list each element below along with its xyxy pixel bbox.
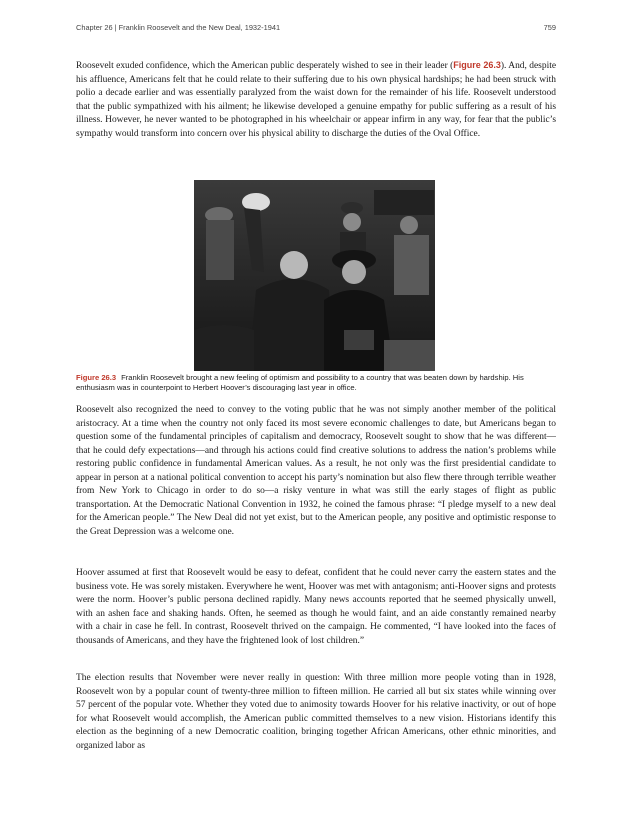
page-number: 759: [543, 23, 556, 32]
paragraph-intro: [76, 59, 556, 141]
figure-caption: [76, 373, 556, 394]
roosevelt-photo-illustration: [194, 180, 435, 371]
figure-label: Figure 26.3: [76, 373, 117, 382]
paragraph-text: Roosevelt exuded confidence, which the American public desperately wished to see in their leader (: [76, 61, 454, 71]
paragraph-text: Hoover assumed at first that Roosevelt would be easy to defeat, confident that he could never carry the eastern states and the business vote. He was sorely mistaken. Everywhere he went, Hoover was met with antagonism; anti-Hoover signs and protests were the norm. Hoover’s public persona declined rapidly. Many news accounts reported that he seemed physically unwell, with an ashen face and shaking hands. Often, he seemed as though he would faint, and an aide constantly remained nearby with a chair in case he fell. In contrast, Roosevelt thrived on the campaign. He commented, “I have looked into the faces of thousands of Americans, and they have the frightened look of lost children.”: [76, 568, 556, 646]
figure-photo: [194, 180, 435, 371]
paragraph-text: Roosevelt also recognized the need to convey to the voting public that he was not simply another member of the political aristocracy. At a time when the country not only faced its most severe economic challenges to date, but Americans began to question some of the fundamental principles of capitalism and democracy, Roosevelt sought to show that he was different—that he could defy expectations—and through his actions could find creative solutions to address the nation’s problems while restoring public confidence in fundamental American values. As a result, he not only was the first presidential candidate to appear in person at a national political convention to accept his party’s nomination but also flew there through terrible weather from New York to Chicago in order to do so—a risky venture in what was still the early stages of flight as public transportation. At the Democratic National Convention in 1932, he coined the famous phrase: “I pledge myself to a new deal for the American people.” The New Deal did not yet exist, but to the American people, any positive and optimistic response to the Great Depression was a welcome one.: [76, 405, 556, 537]
paragraph-text: The election results that November were never really in question: With three million more people voting than in 1928, Roosevelt won by a popular count of twenty-three million to fifteen million. He carried all but six states while winning over 57 percent of the popular vote. Whether they voted due to animosity towards Hoover for his relative inactivity, or out of hope for what Roosevelt would accomplish, the American public committed themselves to a new vision. Historians identify this election as the beginning of a new Democratic coalition, bringing together African Americans, other ethnic minorities, and organized labor as: [76, 673, 556, 751]
paragraph-text: ). And, despite his affluence, Americans felt that he could relate to their suffering due to his own physical hardships; he had been struck with polio a decade earlier and was essentially paralyzed from the waist down for the remainder of his life. Roosevelt understood that the public sympathized with his ailment; he likewise developed a genuine empathy for public suffering as a result of his illness. However, he never wanted to be photographed in his wheelchair or appear infirm in any way, for fear that the public’s sympathy would transform into concern over his physical ability to discharge the duties of the Oval Office.: [76, 61, 557, 139]
caption-text: Franklin Roosevelt brought a new feeling of optimism and possibility to a country that was beaten down by hardship. His enthusiasm was in counterpoint to Herbert Hoover’s discouraging last year in office.: [76, 373, 524, 393]
figure-reference-link[interactable]: Figure 26.3: [453, 60, 501, 70]
page-header: [76, 23, 556, 32]
chapter-title: Chapter 26 | Franklin Roosevelt and the New Deal, 1932-1941: [76, 23, 281, 32]
